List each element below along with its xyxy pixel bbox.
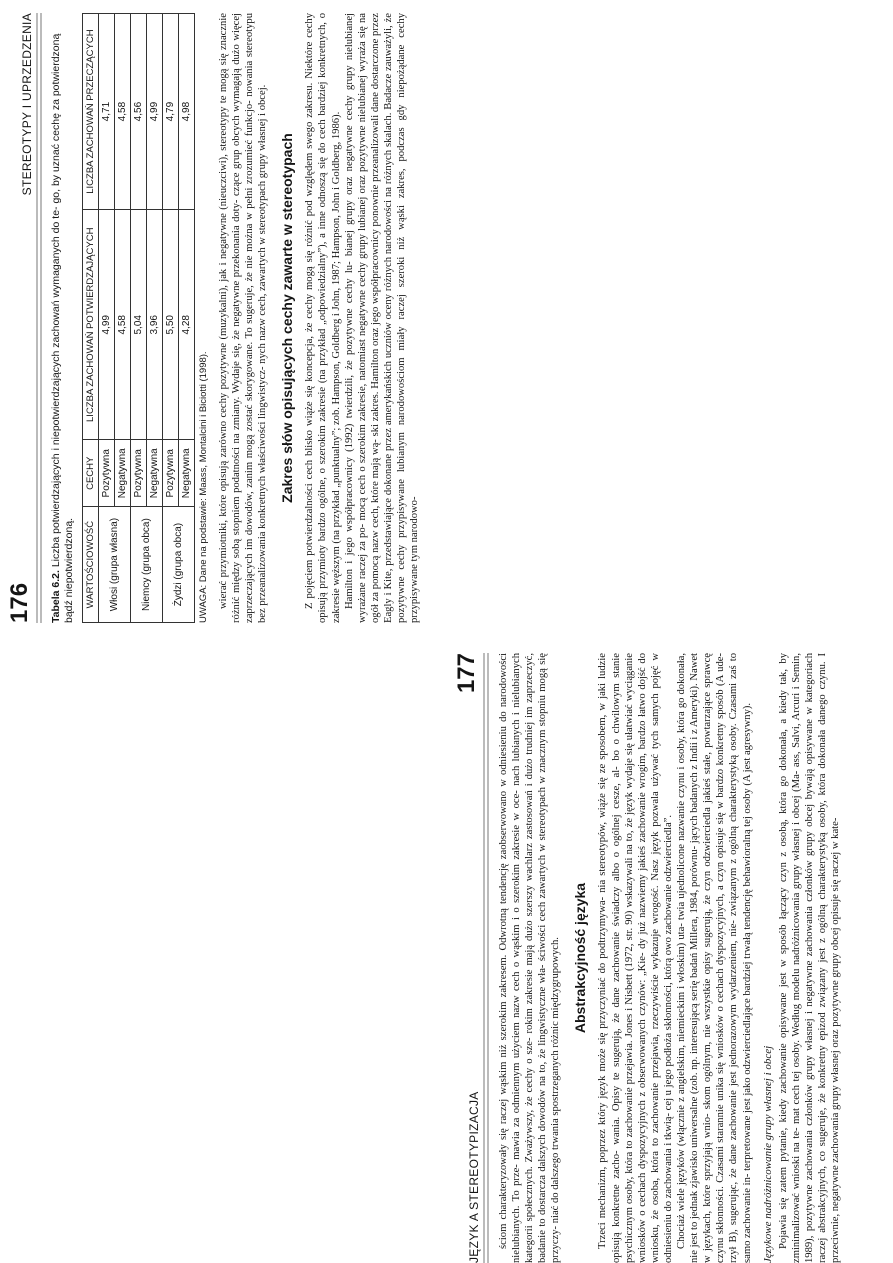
paragraph: Chociaż wiele języków (włącznie z angielskim, niemieckim i włoskim) uta- twia ujednolicone nazwanie czynu i osoby, która go dokonała, nie jest to jednak zjawisko uniwersalne (zob. np. interesującą serię badań Millera, 1984, porównu- jących badanych z Indii i z Ameryki). Nawet w językach, które sprzyjają wnio- skom ogólnym, nie wszystkie opisy sugerują, że czyn odzwierciedla jakieś stałe, powtarzające sprawcę czynu skłonności. Czasami starannie unika się wniosków o cechach dyspozycyjnych, a czyn opisuje się w bardzo konkretny sposób (A ude- rzył B), sugerując, że dane zachowanie jest jednorazowym wydarzeniem, nie- związanym z ogólną charakterystyką osoby. Czasami zaś to samo zachowanie in- terpretowane jest jako odzwierciedlające bardziej trwałą tendencję behawioralną tej osoby (A jest agresywny). xyxy=(676,653,753,1263)
table-cell: Negatywna xyxy=(147,440,163,507)
paragraph: ściom charakteryzowały się raczej wąskim niż szerokim zakresem. Odwrotną tendencję zaobserwowano w odniesieniu do narodowości nielubianych. To prze- mawia za odmiennym użyciem nazw cech o wąskim i o szerokim zakresie w oce- nach lubianych i nielubianych kategorii społecznych. Zważywszy, że cechy o sze- rokim zakresie mają dużo szerszy wachlarz zastosowań i dużo trudniej im zaprzeczyć, badanie to dostarcza dalszych dowodów na to, że lingwistyczne wła- ściwości cech zawartych w stereotypach w znacznym stopniu mogą się przyczy- niać do dalszego trwania spostrzeganych różnic międzygrupowych. xyxy=(498,653,562,1263)
table-cell: 4,99 xyxy=(99,210,115,440)
table-caption-text: Liczba potwierdzających i niepotwierdzających zachowań wymaganych do te- go, by uznać cechę za potwierdzoną bądź niepotwierdzoną. xyxy=(50,33,75,623)
table-caption xyxy=(50,13,76,623)
table-cell: 4,56 xyxy=(131,14,147,210)
table-cell: 5,50 xyxy=(163,210,179,440)
table-cell: 4,79 xyxy=(163,14,179,210)
table-cell: Żydzi (grupa obca) xyxy=(163,507,195,623)
subsection-heading: Językowe nadróżnicowanie grupy własnej i obcej xyxy=(761,1045,774,1263)
table-header-cell: WARTOŚCIOWOŚĆ xyxy=(83,507,99,623)
section-heading: Zakres słów opisujących cechy zawarte w stereotypach xyxy=(279,133,296,503)
table-row xyxy=(163,14,179,623)
left-page xyxy=(0,0,446,1263)
table-header-cell: LICZBA ZACHOWAŃ POTWIERDZAJĄCYCH xyxy=(83,210,99,440)
section-heading: Abstrakcyjność języka xyxy=(572,882,589,1034)
table-cell: 4,99 xyxy=(147,14,163,210)
table-cell: 4,71 xyxy=(99,14,115,210)
table-cell: Negatywna xyxy=(115,440,131,507)
table-cell: 3,96 xyxy=(147,210,163,440)
running-head: JĘZYK A STEREOTYPIZACJA xyxy=(467,1091,481,1263)
paragraph: Z pojęciem potwierdzalności cech blisko wiąże się koncepcja, że cechy mogą się różnić pod względem swego zakresu. Niektóre cechy opisują przymioty bardzo ogólne, o szerokim zakresie (na przykład „odpowiedzialny”), a inne odnoszą się do cech bardziej konkretnych, o zakresie węższym (na przykład „punktualny”; zob. Hampson, Goldberg i John, 1987; Hampson, John i Goldberg, 1986). xyxy=(304,13,342,623)
paragraph: Pojawia się zatem pytanie, kiedy zachowanie opisywane jest w sposób łączący czyn z osobą, która go dokonała, a kiedy tak, by zminimalizować wnioski na te- mat cech tej osoby. Według modelu nadróżnicowania grupy własnej i obcej (Ma- ass, Salvi, Arcuri i Semin, 1989), pozytywne zachowania członków grupy własnej i negatywne zachowania członków grupy obcej bywają opisywane w kategoriach raczej abstrakcyjnych, co sugeruje, że konkretny epizod związany jest z ogólną charakterystyką osoby, która dokonała danego czynu. I przeciwnie, negatywne zachowania grupy własnej oraz pozytywne grupy obcej opisuje się raczej w kate- xyxy=(777,653,841,1263)
right-page-content xyxy=(447,653,893,1263)
table-cell: Niemcy (grupa obca) xyxy=(131,507,163,623)
table-row xyxy=(131,14,147,623)
table-cell: Negatywna xyxy=(179,440,195,507)
paragraph: Hamilton i jego współpracownicy (1992) twierdzili, że pozytywne cechy lu- bianej grupy oraz negatywne cechy grupy nielubianej wyrażane raczej za po- mocą cech o szerokim zakresie, natomiast negatywne cechy grupy lubianej oraz pozytywne nielubianej wyraża się na ogół za pomocą nazw cech, które mają wą- ski zakres. Hamilton oraz jego współpracownicy ponownie przeanalizowali dane dostarczone przez Eagly i Kite, przedstawiające dokonane przez amerykańskich uczniów oceny różnych narodowości na różnych skalach. Badacze zauważyli, że pozytywne cechy przypisywane lubianym narodowościom miały raczej szeroki niż wąski zakres, podczas gdy niepożądane cechy przypisywane tym narodowo- xyxy=(343,13,421,623)
table-cell: 4,98 xyxy=(179,14,195,210)
data-table xyxy=(82,13,195,623)
table-cell: 4,58 xyxy=(115,210,131,440)
paragraph: wierać przymiotniki, które opisują zarówno cechy pozytywne (muzykalni), jak i negatywne (nieuczciwi), stereotypy te mogą się znacznie różnić między sobą stopniem podatności na zmiany. Wydaje się, że negatywne przekonania doty- czące grup obcych wymagają dużo więcej zaprzeczających im dowodów, zanim mogą zostać skorygowane. To sugeruje, że nie można w pełni zrozumieć funkcjo- nowania stereotypu bez przeanalizowania konkretnych właściwości lingwistycz- nych nazw cech, zawartych w stereotypach grupy własnej i obcej. xyxy=(218,13,269,623)
table-cell: Pozytywna xyxy=(99,440,115,507)
page-number: 177 xyxy=(453,653,480,694)
paragraph: Trzeci mechanizm, poprzez który język może się przyczyniać do podtrzymywa- nia stereotypów, wiąże się ze sposobem, w jaki ludzie opisują konkretne zacho- wania. Opisy te sugerują, że dane zachowanie świadczy albo o ogólnej cesze, al- bo o chwilowym stanie psychicznym osoby, która to zachowanie przejawia. Jones i Nisbett (1972, str. 90) wskazywali na to, że język wydaje się ułatwiać wyciąganie wniosków o cechach dyspozycyjnych z obserwowanych czynów: „Kie- dy już nazwiemy jakieś zachowanie wrogim, bardzo łatwo dojść do wniosku, że osoba, która to zachowanie przejawia, rzeczywiście wykazuje wrogość. Nasz język pozwala używać tych samych pojęć w odniesieniu do zachowania i tkwią- cej u jego podłoża skłonności, którą owo zachowanie odzwierciedla”. xyxy=(597,653,674,1263)
table-header-row xyxy=(83,14,99,623)
table-cell: Włosi (grupa własna) xyxy=(99,507,131,623)
table-caption-label: Tabela 6.2. xyxy=(50,570,62,623)
table-cell: 4,28 xyxy=(179,210,195,440)
table-row xyxy=(99,14,115,623)
table-header-cell: CECHY xyxy=(83,440,99,507)
table-cell: Pozytywna xyxy=(131,440,147,507)
table-header-cell: LICZBA ZACHOWAŃ PRZECZĄCYCH xyxy=(83,14,99,210)
table-cell: Pozytywna xyxy=(163,440,179,507)
page-number: 176 xyxy=(6,582,33,623)
table-cell: 4,58 xyxy=(115,14,131,210)
left-page-content xyxy=(0,13,446,623)
left-page-header xyxy=(6,13,42,623)
right-page xyxy=(447,0,893,1263)
table-note: UWAGA: Dane na podstawie: Maass, Montalcini i Biciotti (1998). xyxy=(198,351,209,623)
running-head: STEREOTYPY I UPRZEDZENIA xyxy=(20,13,34,196)
table-cell: 5,04 xyxy=(131,210,147,440)
right-page-header xyxy=(453,653,489,1263)
